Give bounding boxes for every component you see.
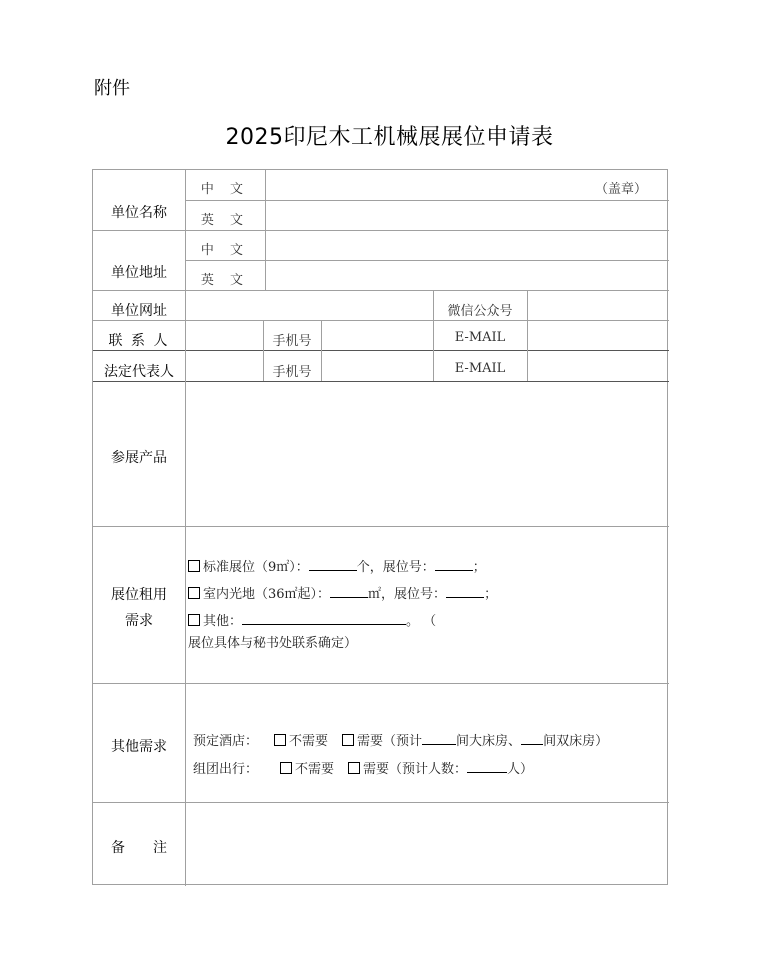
booth-label-line1: 展位租用 bbox=[111, 587, 167, 603]
grid-line bbox=[93, 350, 669, 351]
group-yes-end: 人） bbox=[507, 762, 534, 777]
standard-booth-count-blank[interactable] bbox=[309, 558, 357, 571]
raw-space-end: ； bbox=[484, 587, 498, 602]
legal-rep-label: 法定代表人 bbox=[104, 364, 174, 380]
group-count-blank[interactable] bbox=[467, 760, 507, 773]
other-booth-checkbox[interactable] bbox=[188, 614, 200, 626]
products-label: 参展产品 bbox=[111, 450, 167, 466]
raw-space-area-blank[interactable] bbox=[330, 585, 368, 598]
grid-line bbox=[93, 230, 669, 231]
hotel-label: 预定酒店： bbox=[193, 734, 259, 749]
grid-line bbox=[93, 526, 669, 527]
group-label: 组团出行： bbox=[193, 762, 259, 777]
hotel-no-text: 不需要 bbox=[289, 734, 329, 749]
standard-booth-checkbox[interactable] bbox=[188, 560, 200, 572]
group-yes-text: 需要（预计人数： bbox=[363, 762, 468, 777]
group-no-text: 不需要 bbox=[295, 762, 335, 777]
standard-booth-end: ； bbox=[472, 560, 486, 575]
grid-line bbox=[265, 170, 266, 290]
unit-name-label: 单位名称 bbox=[111, 205, 167, 221]
other-booth-text: 其他： bbox=[203, 614, 243, 629]
grid-line bbox=[93, 802, 669, 803]
raw-space-checkbox[interactable] bbox=[188, 587, 200, 599]
grid-line bbox=[93, 683, 669, 684]
contact-label: 联 系 人 bbox=[108, 333, 170, 349]
unit-address-zh-label: 中 文 bbox=[200, 243, 250, 258]
grid-line bbox=[93, 320, 669, 321]
attachment-label: 附件 bbox=[94, 78, 130, 99]
other-booth-blank[interactable] bbox=[242, 612, 406, 625]
hotel-line bbox=[193, 730, 608, 749]
standard-booth-text: 标准展位（9㎡）： bbox=[203, 560, 309, 575]
other-booth-line bbox=[188, 610, 436, 629]
standard-booth-number-label: 个，展位号： bbox=[356, 560, 435, 575]
grid-line bbox=[185, 260, 669, 261]
group-yes-checkbox[interactable] bbox=[348, 762, 360, 774]
contact-email-label: E-MAIL bbox=[454, 330, 506, 345]
standard-booth-line bbox=[188, 556, 486, 575]
grid-line bbox=[321, 320, 322, 381]
legal-rep-email-label: E-MAIL bbox=[454, 361, 506, 376]
double-room-blank[interactable] bbox=[422, 732, 456, 745]
hotel-no-checkbox[interactable] bbox=[274, 734, 286, 746]
seal-note: （盖章） bbox=[595, 182, 648, 197]
group-line bbox=[193, 758, 533, 777]
hotel-twin-text: 间双床房） bbox=[543, 734, 609, 749]
grid-line bbox=[185, 200, 669, 201]
application-form bbox=[92, 169, 668, 885]
raw-space-text: 室内光地（36㎡起）： bbox=[203, 587, 331, 602]
unit-address-en-label: 英 文 bbox=[200, 273, 250, 288]
other-booth-end: 。 （ bbox=[406, 614, 437, 629]
website-label: 单位网址 bbox=[111, 303, 167, 319]
wechat-label: 微信公众号 bbox=[447, 304, 513, 319]
unit-address-label: 单位地址 bbox=[111, 265, 167, 281]
booth-note: 展位具体与秘书处联系确定） bbox=[188, 636, 358, 651]
booth-label-line2: 需求 bbox=[125, 613, 153, 629]
unit-name-zh-label: 中 文 bbox=[200, 182, 250, 197]
standard-booth-number-blank[interactable] bbox=[435, 558, 473, 571]
page-title: 2025印尼木工机械展展位申请表 bbox=[225, 125, 554, 150]
remarks-label: 备 注 bbox=[111, 840, 167, 856]
raw-space-line bbox=[188, 583, 497, 602]
unit-name-en-label: 英 文 bbox=[200, 213, 250, 228]
grid-line bbox=[527, 290, 528, 381]
hotel-yes-text: 需要（预计 bbox=[357, 734, 423, 749]
hotel-double-text: 间大床房、 bbox=[456, 734, 522, 749]
grid-line bbox=[93, 381, 669, 382]
hotel-yes-checkbox[interactable] bbox=[342, 734, 354, 746]
twin-room-blank[interactable] bbox=[521, 732, 543, 745]
legal-rep-phone-label: 手机号 bbox=[272, 365, 312, 380]
grid-line bbox=[93, 290, 669, 291]
contact-phone-label: 手机号 bbox=[272, 334, 312, 349]
group-no-checkbox[interactable] bbox=[280, 762, 292, 774]
other-needs-label: 其他需求 bbox=[111, 739, 167, 755]
raw-space-number-label: ㎡，展位号： bbox=[368, 587, 447, 602]
raw-space-number-blank[interactable] bbox=[446, 585, 484, 598]
